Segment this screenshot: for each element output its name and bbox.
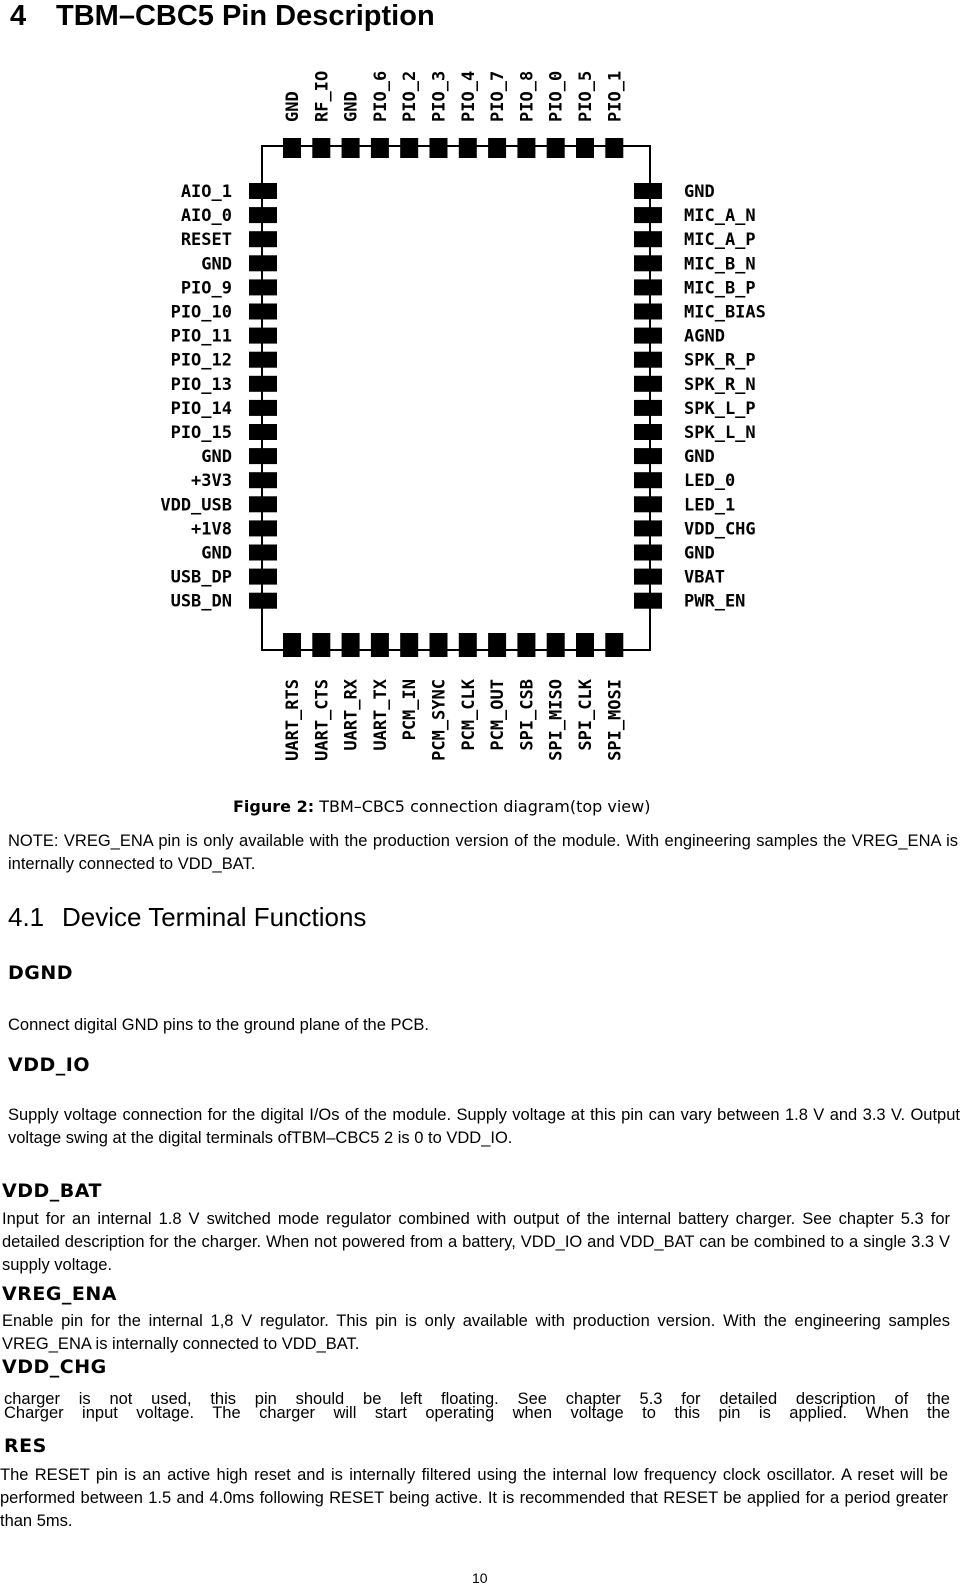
pin-pad-right bbox=[634, 304, 662, 320]
pin-pad-right bbox=[634, 352, 662, 368]
pin-label-top-pio-1: PIO_1 bbox=[605, 70, 626, 122]
pin-pad-bottom bbox=[547, 633, 565, 657]
pin-pad-bottom bbox=[430, 633, 448, 657]
pin-pad-right bbox=[634, 279, 662, 295]
pin-pad-left bbox=[249, 520, 277, 536]
pin-pad-left bbox=[249, 376, 277, 392]
pin-pad-left bbox=[249, 304, 277, 320]
term-vdd-chg-line2: Charger input voltage. The charger will start operating when voltage to this pin is applied. When the bbox=[4, 1404, 950, 1422]
caption-label: Figure 2: bbox=[233, 797, 315, 816]
pin-pad-left bbox=[249, 424, 277, 440]
pin-pad-bottom bbox=[517, 633, 535, 657]
pin-label-right-led-0: LED_0 bbox=[684, 471, 736, 492]
pin-label-right-vbat: VBAT bbox=[684, 567, 725, 588]
term-dgnd-description: Connect digital GND pins to the ground plane of the PCB. bbox=[8, 1016, 429, 1034]
pin-pad-left bbox=[249, 231, 277, 247]
pin-pad-top bbox=[371, 138, 389, 158]
pin-label-left-pio-10: PIO_10 bbox=[170, 302, 232, 323]
caption-text: TBM–CBC5 connection diagram bbox=[319, 797, 570, 816]
pin-label-bottom-uart-rx: UART_RX bbox=[341, 679, 362, 751]
section-heading bbox=[8, 902, 366, 933]
section-number: 4.1 bbox=[8, 902, 45, 932]
pin-diagram bbox=[0, 0, 965, 790]
top-pin-group bbox=[283, 71, 625, 158]
term-res-description: The RESET pin is an active high reset and is internally filtered using the internal low frequency clock oscillator. A reset will be performed between 1.5 and 4.0ms following RESET being active. It is recommended that RESET be applied for a period greater than 5ms. bbox=[0, 1466, 948, 1530]
pin-label-right-gnd: GND bbox=[684, 447, 715, 468]
bottom-pin-group bbox=[283, 633, 625, 761]
pin-pad-right bbox=[634, 520, 662, 536]
pin-label-bottom-spi-csb: SPI_CSB bbox=[517, 679, 538, 751]
pin-pad-bottom bbox=[488, 633, 506, 657]
pin-pad-left bbox=[249, 545, 277, 561]
pin-label-top-pio-8: PIO_8 bbox=[517, 70, 538, 122]
pin-label-bottom-pcm-out: PCM_OUT bbox=[488, 679, 509, 751]
pin-label-right-gnd: GND bbox=[684, 543, 715, 564]
pin-label-right-spk-l-n: SPK_L_N bbox=[684, 423, 756, 443]
pin-label-left-gnd: GND bbox=[201, 447, 232, 468]
pin-label-left-aio-1: AIO_1 bbox=[180, 182, 232, 202]
pin-label-right-agnd: AGND bbox=[684, 326, 725, 347]
pin-label-top-pio-3: PIO_3 bbox=[429, 70, 450, 122]
pin-pad-top bbox=[400, 138, 418, 158]
pin-label-left-pio-9: PIO_9 bbox=[180, 278, 232, 299]
pin-pad-top bbox=[488, 138, 506, 158]
pin-label-right-mic-b-n: MIC_B_N bbox=[684, 254, 756, 275]
pin-label-right-spk-l-p: SPK_L_P bbox=[684, 398, 756, 419]
pin-pad-right bbox=[634, 400, 662, 416]
term-res: RES bbox=[4, 1435, 47, 1457]
note-paragraph: NOTE: VREG_ENA pin is only available with the production version of the module. With engineering samples the VREG_ENA is internally connected to VDD_BAT. bbox=[8, 832, 958, 873]
pin-pad-top bbox=[283, 138, 301, 158]
section-title: Device Terminal Functions bbox=[62, 902, 367, 932]
pin-label-top-gnd: GND bbox=[283, 91, 303, 122]
pin-pad-right bbox=[634, 231, 662, 247]
term-vdd-io: VDD_IO bbox=[8, 1054, 90, 1076]
pin-label-right-mic-a-n: MIC_A_N bbox=[684, 206, 756, 227]
pin-pad-top bbox=[459, 138, 477, 158]
pin-pad-bottom bbox=[576, 633, 594, 657]
pin-pad-left bbox=[249, 496, 277, 512]
pin-label-right-mic-b-p: MIC_B_P bbox=[684, 278, 756, 299]
caption-suffix: (top view) bbox=[569, 797, 651, 816]
pin-pad-left bbox=[249, 328, 277, 344]
pin-label-left-gnd: GND bbox=[201, 254, 232, 275]
pin-pad-bottom bbox=[371, 633, 389, 657]
pin-label-top-pio-6: PIO_6 bbox=[370, 70, 391, 122]
figure-caption bbox=[233, 797, 650, 816]
heading-number: 4 bbox=[10, 0, 27, 32]
pin-label-right-mic-bias: MIC_BIAS bbox=[684, 302, 766, 323]
pin-pad-top bbox=[576, 138, 594, 158]
term-dgnd: DGND bbox=[8, 962, 74, 984]
right-pin-group bbox=[634, 182, 766, 612]
pin-label-left-pio-13: PIO_13 bbox=[170, 374, 232, 395]
pin-label-left-pio-11: PIO_11 bbox=[170, 326, 232, 347]
term-vreg-ena-description: Enable pin for the internal 1,8 V regulator. This pin is only available with production version. With the engineering samples VREG_ENA is internally connected to VDD_BAT. bbox=[2, 1312, 950, 1353]
pin-label-top-gnd: GND bbox=[341, 91, 362, 122]
pin-pad-top bbox=[430, 138, 448, 158]
pin-pad-right bbox=[634, 376, 662, 392]
pin-label-left-gnd: GND bbox=[201, 543, 232, 564]
pin-pad-bottom bbox=[605, 633, 623, 657]
pin-pad-top bbox=[342, 138, 360, 158]
pin-pad-bottom bbox=[283, 633, 301, 657]
pin-label-left-pio-12: PIO_12 bbox=[170, 350, 232, 371]
term-vdd-chg: VDD_CHG bbox=[2, 1356, 107, 1378]
pin-label-left-pio-14: PIO_14 bbox=[170, 398, 232, 419]
pin-pad-left bbox=[249, 593, 277, 609]
term-vdd-bat-description: Input for an internal 1.8 V switched mode regulator combined with output of the internal battery charger. See chapter 5.3 for detailed description for the charger. When not powered from a battery, VDD_IO and VDD_BAT can be combined to a single 3.3 V supply voltage. bbox=[2, 1210, 950, 1274]
pin-pad-bottom bbox=[400, 633, 418, 657]
pin-pad-right bbox=[634, 545, 662, 561]
pin-label-top-pio-2: PIO_2 bbox=[400, 70, 421, 122]
term-vdd-chg-line1: charger is not used, this pin should be left floating. See chapter 5.3 for detailed description of the bbox=[4, 1390, 950, 1408]
pin-pad-left bbox=[249, 279, 277, 295]
term-vdd-io-description: Supply voltage connection for the digital I/Os of the module. Supply voltage at this pin can vary between 1.8 V and 3.3 V. Output voltage swing at the digital terminals ofTBM–CBC5 2 is 0 to VDD_IO. bbox=[8, 1106, 960, 1147]
pin-label-left-usb-dp: USB_DP bbox=[170, 567, 232, 588]
pin-pad-right bbox=[634, 472, 662, 488]
pin-label-left-aio-0: AIO_0 bbox=[180, 206, 232, 227]
pin-pad-right bbox=[634, 328, 662, 344]
pin-label-bottom-pcm-in: PCM_IN bbox=[400, 679, 421, 741]
pin-label-right-spk-r-n: SPK_R_N bbox=[684, 374, 756, 395]
pin-pad-top bbox=[605, 138, 623, 158]
pin-label-top-rf-io: RF_IO bbox=[312, 70, 333, 122]
pin-pad-left bbox=[249, 569, 277, 585]
pin-pad-bottom bbox=[342, 633, 360, 657]
pin-label-bottom-spi-mosi: SPI_MOSI bbox=[605, 679, 626, 761]
term-vdd-bat: VDD_BAT bbox=[2, 1180, 102, 1202]
pin-pad-right bbox=[634, 424, 662, 440]
pin-label-right-mic-a-p: MIC_A_P bbox=[684, 230, 756, 251]
pin-pad-left bbox=[249, 448, 277, 464]
pin-label-right-spk-r-p: SPK_R_P bbox=[684, 350, 756, 371]
pin-label-left-3v3: +3V3 bbox=[191, 471, 232, 492]
pin-label-right-led-1: LED_1 bbox=[684, 495, 736, 516]
pin-pad-right bbox=[634, 496, 662, 512]
pin-label-bottom-uart-cts: UART_CTS bbox=[312, 679, 333, 761]
pin-label-right-pwr-en: PWR_EN bbox=[684, 591, 746, 612]
pin-label-bottom-spi-clk: SPI_CLK bbox=[576, 679, 596, 751]
pin-pad-top bbox=[517, 138, 535, 158]
pin-pad-left bbox=[249, 472, 277, 488]
pin-pad-left bbox=[249, 255, 277, 271]
pin-pad-top bbox=[547, 138, 565, 158]
pin-pad-bottom bbox=[312, 633, 330, 657]
pin-pad-right bbox=[634, 448, 662, 464]
term-vreg-ena: VREG_ENA bbox=[2, 1283, 117, 1305]
pin-pad-top bbox=[312, 138, 330, 158]
pin-label-bottom-uart-rts: UART_RTS bbox=[283, 679, 303, 761]
pin-label-bottom-pcm-sync: PCM_SYNC bbox=[429, 679, 450, 761]
pin-label-left-vdd-usb: VDD_USB bbox=[160, 495, 232, 516]
pin-pad-left bbox=[249, 183, 277, 199]
pin-pad-left bbox=[249, 207, 277, 223]
pin-label-bottom-pcm-clk: PCM_CLK bbox=[458, 679, 479, 751]
pin-label-bottom-spi-miso: SPI_MISO bbox=[546, 679, 567, 761]
pin-pad-right bbox=[634, 207, 662, 223]
pin-label-top-pio-4: PIO_4 bbox=[458, 70, 479, 122]
pin-pad-right bbox=[634, 569, 662, 585]
chip-outline bbox=[262, 146, 650, 650]
pin-pad-left bbox=[249, 352, 277, 368]
pin-label-top-pio-5: PIO_5 bbox=[576, 70, 596, 122]
pin-pad-right bbox=[634, 183, 662, 199]
pin-pad-right bbox=[634, 593, 662, 609]
pin-label-bottom-uart-tx: UART_TX bbox=[370, 679, 391, 751]
pin-label-left-reset: RESET bbox=[180, 230, 232, 251]
left-pin-group bbox=[160, 182, 277, 612]
pin-label-right-gnd: GND bbox=[684, 182, 715, 202]
pin-label-top-pio-0: PIO_0 bbox=[546, 70, 567, 122]
pin-pad-left bbox=[249, 400, 277, 416]
page-number: 10 bbox=[472, 1570, 488, 1586]
pin-pad-right bbox=[634, 255, 662, 271]
pin-pad-bottom bbox=[459, 633, 477, 657]
pin-label-left-usb-dn: USB_DN bbox=[170, 591, 232, 612]
pin-label-right-vdd-chg: VDD_CHG bbox=[684, 519, 756, 540]
heading-text: TBM–CBC5 Pin Description bbox=[56, 0, 435, 32]
pin-label-left-pio-15: PIO_15 bbox=[170, 423, 232, 443]
pin-label-left-1v8: +1V8 bbox=[191, 519, 232, 540]
pin-label-top-pio-7: PIO_7 bbox=[488, 70, 509, 122]
